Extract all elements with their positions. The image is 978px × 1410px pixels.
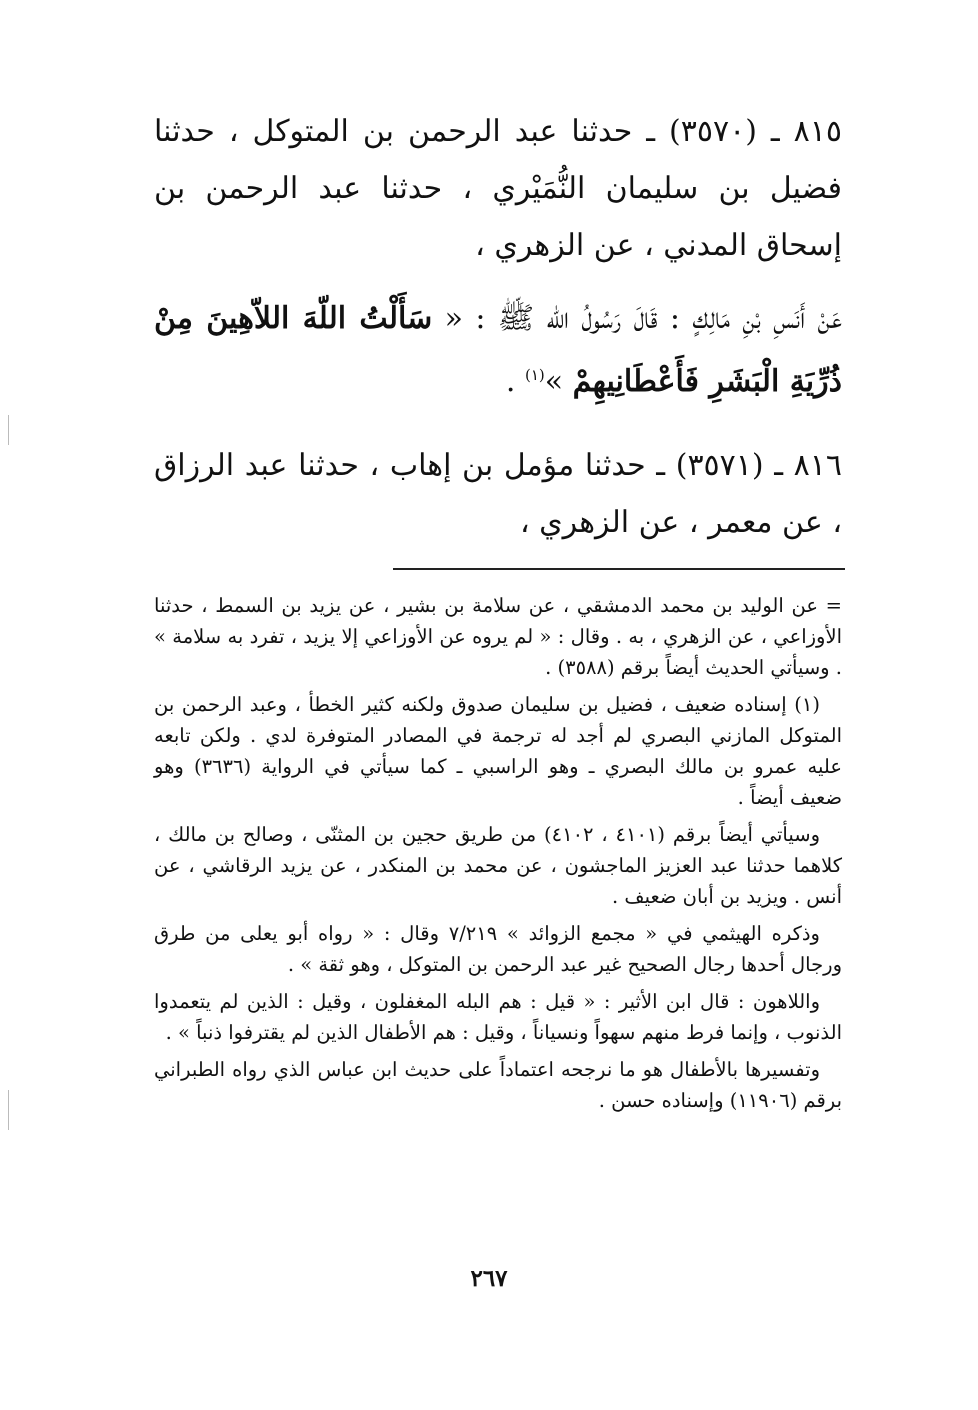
footnote-separator bbox=[393, 568, 845, 570]
hadith-815-matn bbox=[154, 290, 842, 410]
hadith-816-chain: ٨١٦ ـ (٣٥٧١) ـ حدثنا مؤمل بن إهاب ، حدثنا عبد الرزاق ، عن معمر ، عن الزهري ، bbox=[154, 448, 842, 540]
footnotes bbox=[154, 590, 842, 1122]
scan-margin-mark bbox=[8, 1090, 9, 1130]
hadith-815-chain: ٨١٥ ـ (٣٥٧٠) ـ حدثنا عبد الرحمن بن المتوكل ، حدثنا فضيل بن سليمان النُّمَيْري ، حدثنا عبد الرحمن بن إسحاق المدني ، عن الزهري ، bbox=[154, 114, 842, 263]
quote-close: » bbox=[544, 364, 564, 399]
matn-end: . bbox=[505, 364, 525, 399]
footnote-1-further-routes: وسيأتي أيضاً برقم (٤١٠١ ، ٤١٠٢) من طريق حجين بن المثنّى ، وصالح بن مالك ، كلاهما حدثنا عبد العزيز الماجشون ، عن محمد بن المنكدر ، عن يزيد الرقاشي ، عن أنس . ويزيد بن أبان ضعيف . bbox=[154, 823, 842, 908]
scan-margin-mark bbox=[8, 415, 9, 445]
footnote-continuation: = عن الوليد بن محمد الدمشقي ، عن سلامة بن بشير ، عن يزيد بن السمط ، حدثنا الأوزاعي ، عن الزهري ، به . وقال : « لم يروه عن الأوزاعي إلا يزيد ، تفرد به سلامة » . وسيأتي الحديث أيضاً برقم (٣٥٨٨) . bbox=[154, 594, 842, 679]
footnote-1-conclusion: وتفسيرها بالأطفال هو ما نرجحه اعتماداً على حديث ابن عباس الذي رواه الطبراني برقم (١١٩٠٦) وإسناده حسن . bbox=[154, 1058, 842, 1112]
matn-intro: عَنْ أَنَسِ بْنِ مَالِكٍ : قَالَ رَسُولُ الله ﷺ : « bbox=[444, 301, 842, 336]
footnote-reference: (١) bbox=[524, 366, 545, 384]
footnote-1: (١) إسناده ضعيف ، فضيل بن سليمان صدوق ولكنه كثير الخطأ ، وعبد الرحمن بن المتوكل المازني البصري لم أجد له ترجمة في المصادر المتوفرة لدي . ولكن تابعه عليه عمرو بن مالك البصري ـ وهو الراسبي ـ كما سيأتي في الرواية (٣٦٣٦) وهو ضعيف أيضاً . bbox=[154, 693, 842, 809]
footnote-1-definition: واللاهون : قال ابن الأثير : « قيل : هم البله المغفلون ، وقيل : الذين لم يتعمدوا الذنوب ، وإنما فرط منهم سهواً ونسياناً ، وقيل : هم الأطفال الذين لم يقترفوا ذنباً » . bbox=[154, 990, 842, 1044]
page-number: ٢٦٧ bbox=[470, 1265, 508, 1292]
footnote-1-haythami: وذكره الهيثمي في « مجمع الزوائد » ٧/٢١٩ وقال : « رواه أبو يعلى من طرق ورجال أحدها رجال الصحيح غير عبد الرحمن بن المتوكل ، وهو ثقة » . bbox=[154, 922, 842, 976]
prophetic-saying: سَأَلْتُ اللّهَ اللاّهِينَ مِنْ ذُرِّيَةِ الْبَشَرِ فَأَعْطَانِيهِمْ bbox=[154, 301, 842, 399]
